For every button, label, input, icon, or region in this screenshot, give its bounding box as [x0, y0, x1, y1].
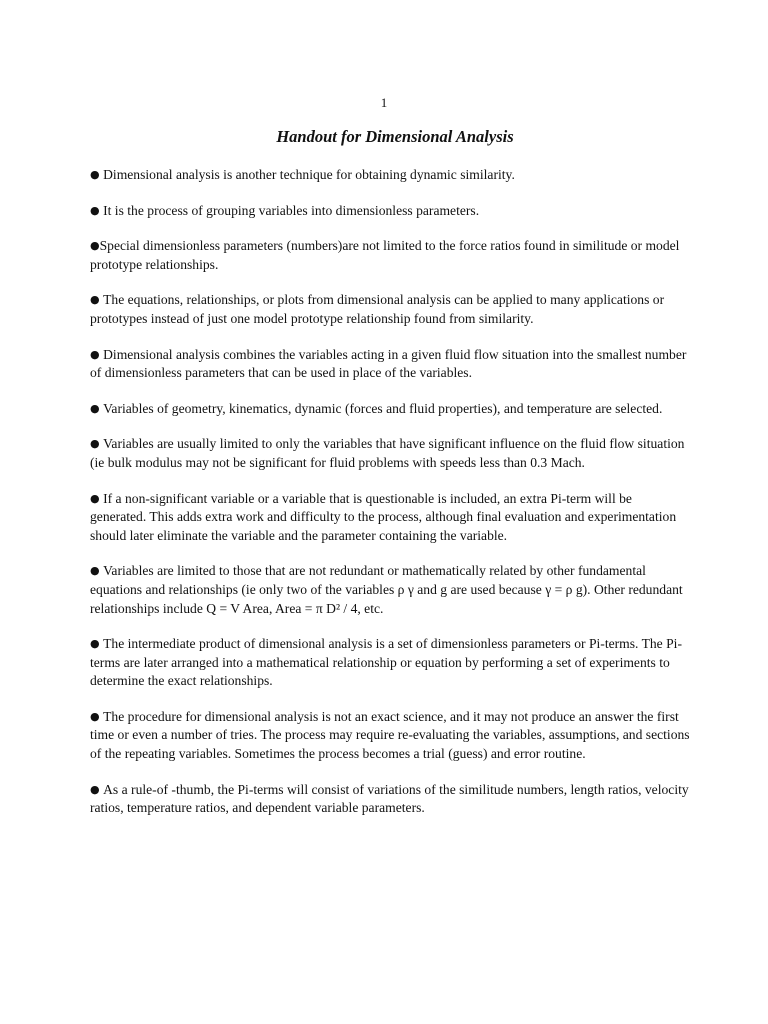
list-item-text: The equations, relationships, or plots from dimensional analysis can be applied to many applications or prototypes instead of just one model prototype relationship found from similarity.: [90, 292, 665, 326]
list-item: [90, 202, 690, 221]
list-item: [90, 562, 690, 618]
bullet-icon: ●: [90, 491, 104, 505]
list-item-text: Dimensional analysis is another technique for obtaining dynamic similarity.: [103, 167, 515, 182]
list-item: [90, 490, 690, 546]
bullet-icon: ●: [90, 782, 104, 796]
list-item: [90, 166, 690, 185]
bullet-icon: ●: [90, 347, 104, 361]
bullet-icon: ●: [90, 709, 104, 723]
bullet-icon: ●: [90, 437, 104, 451]
list-item: [90, 435, 690, 472]
list-item: [90, 400, 690, 419]
list-item-text: If a non-significant variable or a variable that is questionable is included, an extra Pi-term will be generated. This adds extra work and difficulty to the process, although final evaluation and experimentation should later eliminate the variable and the parameter containing the variable.: [90, 490, 677, 543]
bullet-icon: ●: [90, 239, 100, 253]
list-item: [90, 291, 690, 328]
list-item-text: As a rule-of -thumb, the Pi-terms will consist of variations of the similitude numbers, length ratios, velocity ratios, temperature ratios, and dependent variable parameters.: [90, 781, 689, 816]
list-item: [90, 781, 690, 818]
bullet-icon: ●: [90, 203, 104, 217]
list-item: [90, 635, 690, 691]
page-number-text: 1: [380, 95, 388, 110]
list-item-text: Variables are limited to those that are not redundant or mathematically related by other fundamental equations and relationships (ie only two of the variables ρ γ and g are used because γ = ρ g). Other redundant relationships include Q = V Area, Area = π D² / 4, etc.: [90, 563, 683, 616]
bullet-icon: ●: [90, 401, 104, 415]
list-item: [90, 708, 690, 764]
bullet-icon: ●: [90, 293, 104, 307]
list-item-text: Variables are usually limited to only the variables that have significant influence on the fluid flow situation (ie bulk modulus may not be significant for fluid problems with speeds less than 0.3 Mach.: [90, 436, 685, 470]
list-item-text: Dimensional analysis combines the variables acting in a given fluid flow situation into the smallest number of dimensionless parameters that can be used in place of the variables.: [90, 346, 687, 381]
list-item-text: The procedure for dimensional analysis is not an exact science, and it may not produce an answer the first time or even a number of tries. The process may require re-evaluating the variables, assumptions, and sections of the repeating variables. Sometimes the process becomes a trial (guess) and error routine.: [90, 708, 690, 762]
bullet-icon: ●: [90, 637, 104, 651]
bullet-list: [90, 166, 690, 835]
list-item-text: It is the process of grouping variables into dimensionless parameters.: [103, 202, 480, 218]
list-item-text: Special dimensionless parameters (numbers)are not limited to the force ratios found in similitude or model prototype relationships.: [90, 238, 680, 272]
page-number: [0, 95, 768, 111]
document-title: Handout for Dimensional Analysis: [276, 127, 514, 146]
list-item: [90, 346, 690, 383]
list-item-text: Variables of geometry, kinematics, dynamic (forces and fluid properties), and temperature are selected.: [103, 400, 663, 416]
bullet-icon: ●: [90, 564, 104, 578]
bullet-icon: ●: [90, 168, 104, 181]
list-item-text: The intermediate product of dimensional analysis is a set of dimensionless parameters or Pi-terms. The Pi-terms are later arranged into a mathematical relationship or equation by performing a set of experiments to determine the exact relationships.: [90, 636, 682, 689]
list-item: [90, 237, 690, 274]
